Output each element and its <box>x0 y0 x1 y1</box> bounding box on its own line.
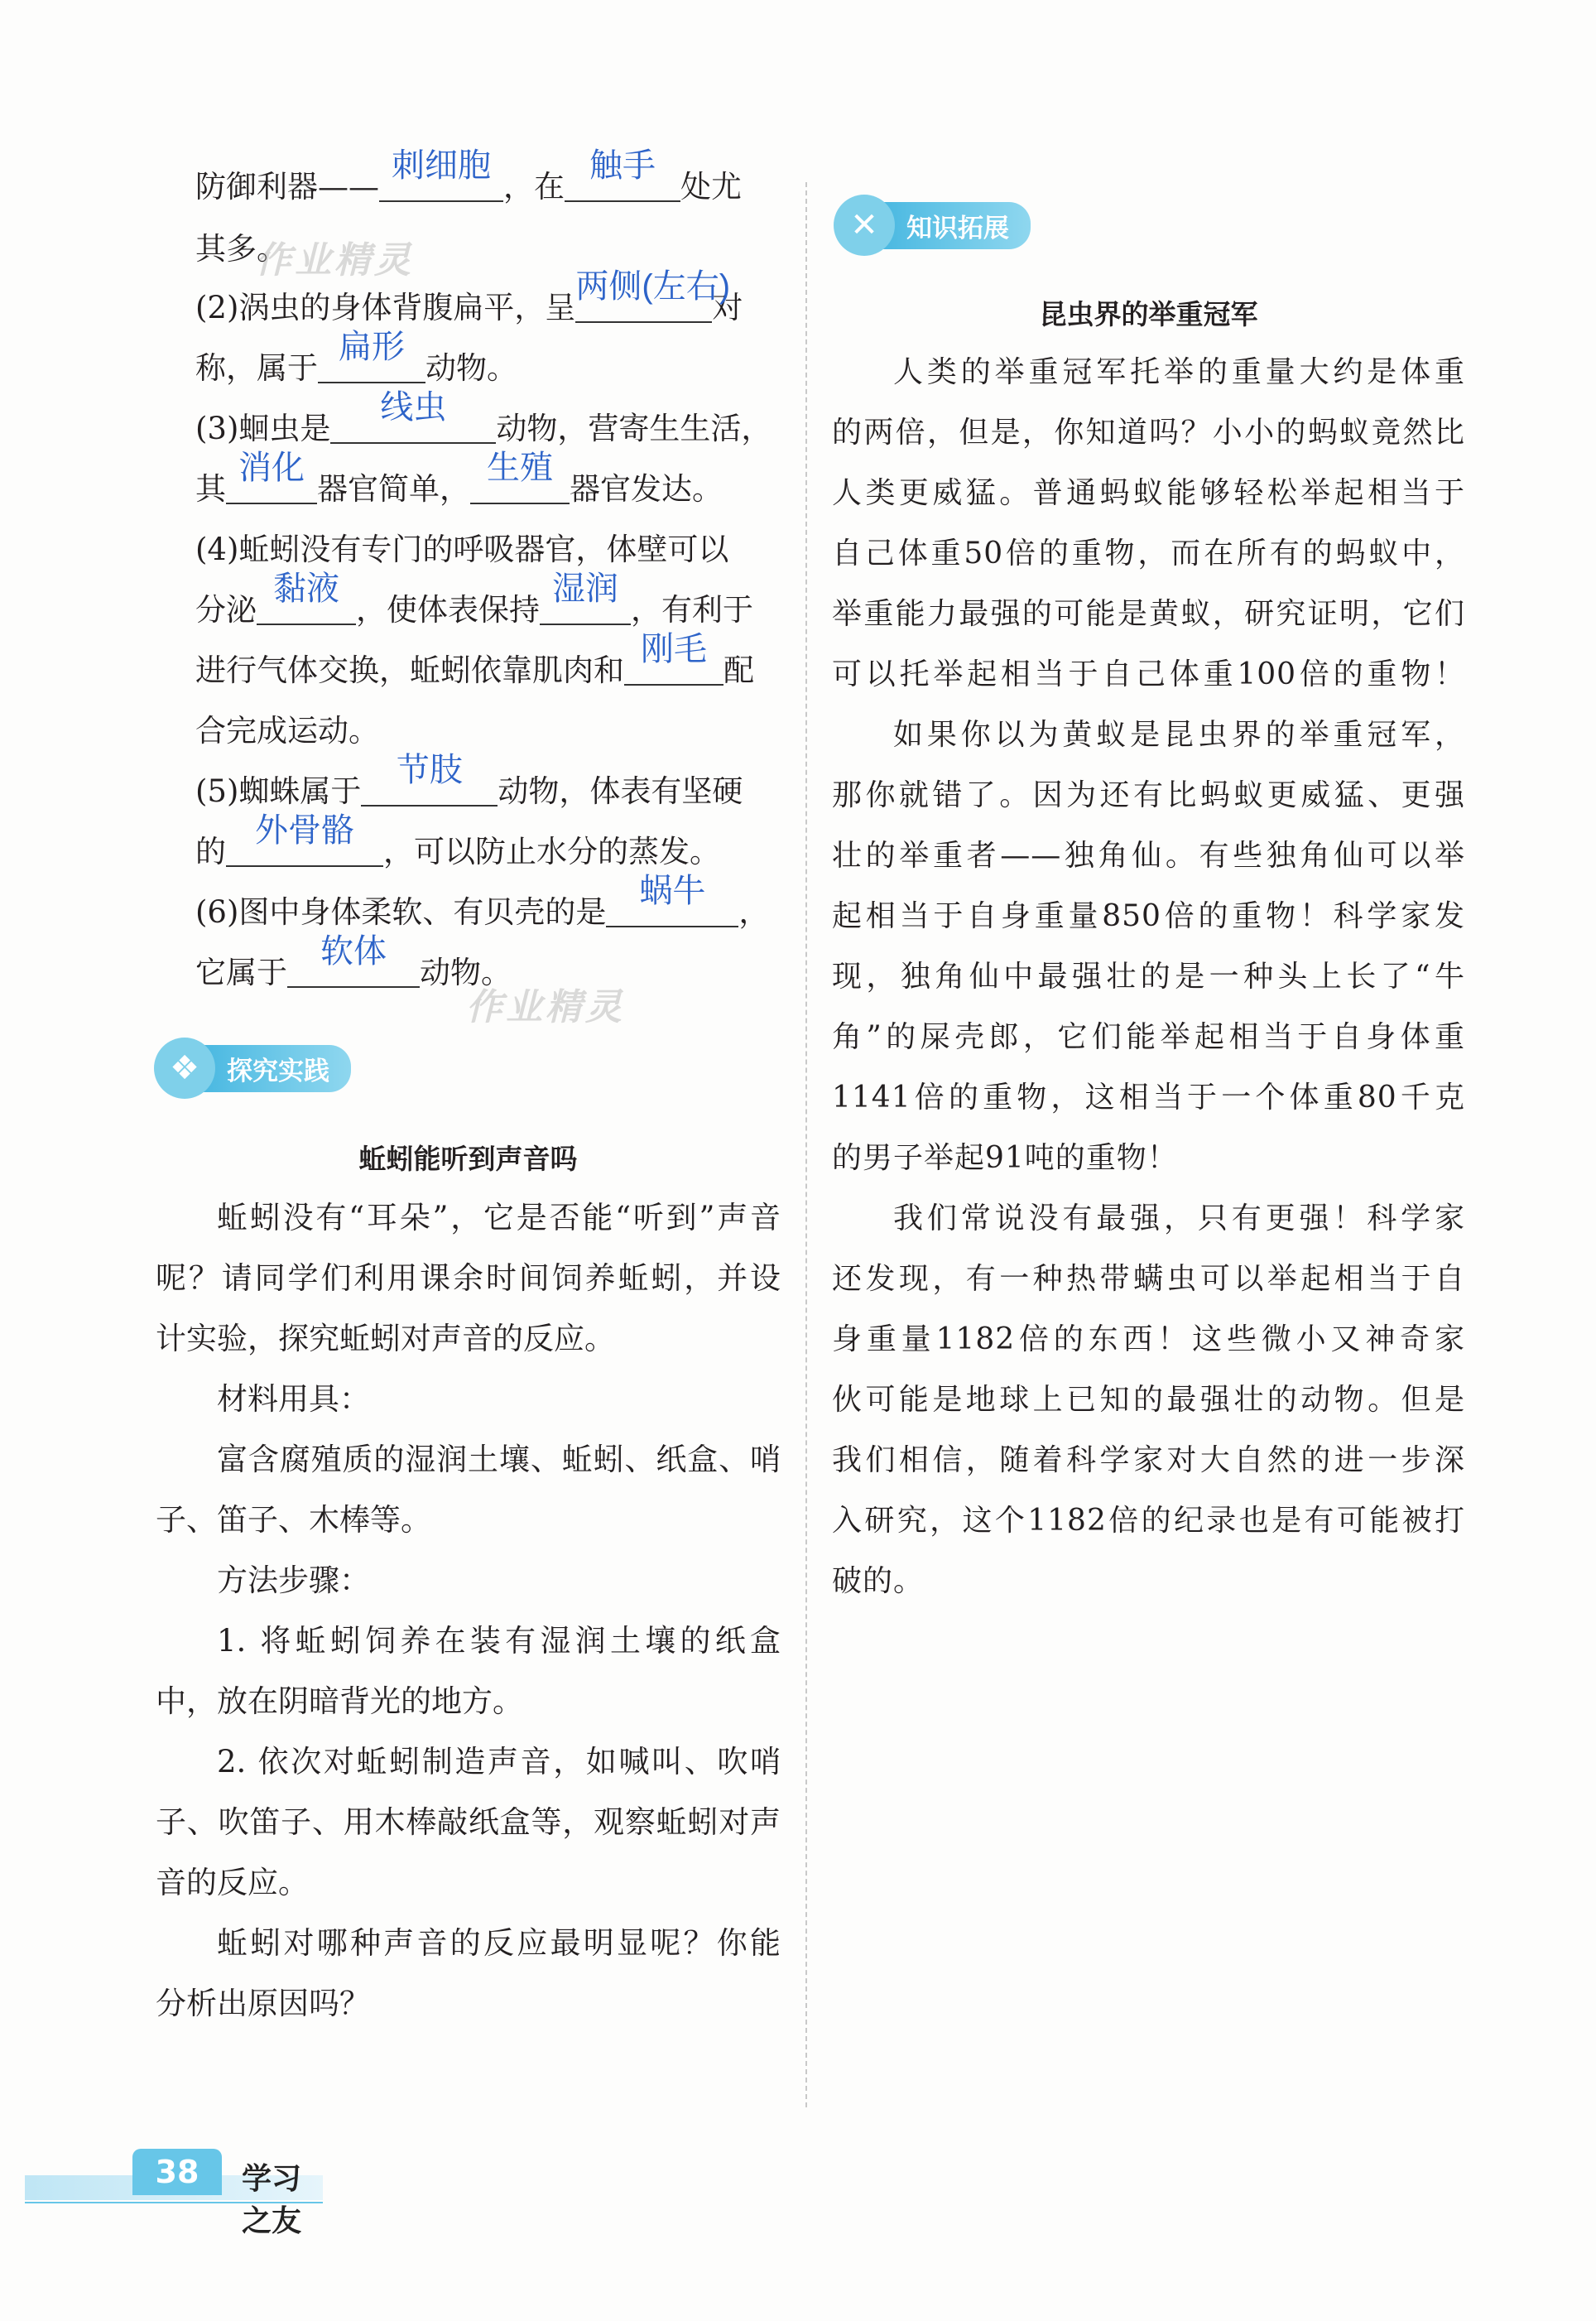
question-6-cont: 它属于 软体 动物。 <box>195 933 512 990</box>
paragraph-line: 呢？请同学们利用课余时间饲养蚯蚓，并设 <box>156 1260 781 1296</box>
paragraph-line: 那你就错了。因为还有比蚂蚁更威猛、更强 <box>832 778 1465 812</box>
close-x-icon: ✕ <box>834 195 895 256</box>
answer-blank[interactable]: 软体 <box>287 953 420 988</box>
paragraph-line: 伙可能是地球上已知的最强壮的动物。但是 <box>832 1383 1465 1417</box>
paragraph-line: 起相当于自身重量850倍的重物！科学家发 <box>832 899 1465 933</box>
question-4-cont: 合完成运动。 <box>195 713 379 749</box>
step-line: 子、吹笛子、用木棒敲纸盒等，观察蚯蚓对声 <box>156 1804 781 1840</box>
question-4-cont: 分泌 黏液 ，使体表保持 湿润 ，有利于 <box>195 571 753 628</box>
question-line: 分析出原因吗？ <box>156 1986 370 2021</box>
question-4-cont: 进行气体交换，蚯蚓依靠肌肉和 刚毛 配 <box>195 631 754 688</box>
answer-blank[interactable]: 刺细胞 <box>379 167 503 202</box>
step-line: 音的反应。 <box>156 1865 309 1900</box>
paragraph-line: 计实验，探究蚯蚓对声音的反应。 <box>156 1321 615 1356</box>
answer-blank[interactable]: 湿润 <box>540 590 631 625</box>
pattern-icon: ❖ <box>154 1038 215 1099</box>
question-5-cont: 的 外骨骼 ，可以防止水分的蒸发。 <box>195 812 720 869</box>
answer-blank[interactable]: 节肢 <box>361 772 498 807</box>
paragraph-line: 破的。 <box>832 1564 925 1598</box>
question-line: 防御利器—— 刺细胞 ，在 触手 处尤 <box>195 147 742 205</box>
paragraph-line: 的两倍，但是，你知道吗？小小的蚂蚁竟然比 <box>832 416 1465 450</box>
paragraph-line: 身重量1182倍的东西！这些微小又神奇家 <box>832 1322 1465 1356</box>
paragraph-line: 的男子举起91吨的重物！ <box>832 1141 1178 1175</box>
footer-rule <box>25 2202 323 2203</box>
paragraph-line: 我们相信，随着科学家对大自然的进一步深 <box>832 1443 1465 1477</box>
question-line: 其多。 <box>195 231 287 267</box>
paragraph-line: 还发现，有一种热带螨虫可以举起相当于自 <box>832 1262 1465 1296</box>
answer-blank[interactable]: 两侧(左右) <box>575 288 712 323</box>
paragraph-line: 人类的举重冠军托举的重量大约是体重 <box>893 355 1465 389</box>
section-title: 蚯蚓能听到声音吗 <box>358 1143 578 1175</box>
paragraph-line: 我们常说没有最强，只有更强！科学家 <box>893 1201 1465 1235</box>
section-badge-practice: ❖ 探究实践 <box>154 1045 351 1091</box>
book-name: 学习之友 <box>242 2161 302 2238</box>
paragraph-line: 自己体重50倍的重物，而在所有的蚂蚁中， <box>832 537 1465 571</box>
paragraph-line: 如果你以为黄蚁是昆虫界的举重冠军， <box>893 718 1465 752</box>
paragraph-line: 可以托举起相当于自己体重100倍的重物！ <box>832 657 1465 691</box>
section-badge-knowledge: ✕ 知识拓展 <box>834 202 1031 248</box>
answer-blank[interactable]: 扁形 <box>318 349 425 383</box>
section-title: 昆虫界的举重冠军 <box>1039 298 1258 330</box>
paragraph-line: 举重能力最强的可能是黄蚁，研究证明，它们 <box>832 597 1465 631</box>
page-number: 38 <box>132 2149 222 2195</box>
answer-blank[interactable]: 消化 <box>226 469 317 504</box>
paragraph-line: 人类更威猛。普通蚂蚁能够轻松举起相当于 <box>832 476 1465 510</box>
question-5: (5)蜘蛛属于 节肢 动物，体表有坚硬 <box>195 752 743 809</box>
question-4: (4)蚯蚓没有专门的呼吸器官，体壁可以 <box>195 532 729 567</box>
page-footer <box>25 2149 323 2238</box>
question-3-cont: 其 消化 器官简单， 生殖 器官发达。 <box>195 450 723 507</box>
question-line: 蚯蚓对哪种声音的反应最明显呢？你能 <box>217 1925 781 1961</box>
paragraph-line: 蚯蚓没有“耳朵”，它是否能“听到”声音 <box>217 1200 781 1235</box>
answer-blank[interactable]: 触手 <box>565 167 680 202</box>
paragraph-line: 角”的屎壳郎，它们能举起相当于自身体重 <box>832 1020 1465 1054</box>
answer-blank[interactable]: 生殖 <box>470 469 570 504</box>
question-2-cont: 称，属于 扁形 动物。 <box>195 329 517 386</box>
step-line: 1. 将蚯蚓饲养在装有湿润土壤的纸盒 <box>217 1623 781 1659</box>
step-line: 中，放在阴暗背光的地方。 <box>156 1683 523 1719</box>
answer-blank[interactable]: 线虫 <box>330 409 496 444</box>
paragraph-line: 富含腐殖质的湿润土壤、蚯蚓、纸盒、哨 <box>217 1442 781 1477</box>
watermark: 作业精灵 <box>255 239 414 282</box>
materials-label: 材料用具： <box>217 1381 370 1417</box>
question-2: (2)涡虫的身体背腹扁平，呈 两侧(左右) 对 <box>195 268 743 325</box>
step-line: 2. 依次对蚯蚓制造声音，如喊叫、吹哨 <box>217 1744 781 1779</box>
paragraph-line: 现，独角仙中最强壮的是一种头上长了“牛 <box>832 960 1465 994</box>
paragraph-line: 入研究，这个1182倍的纪录也是有可能被打 <box>832 1504 1465 1538</box>
paragraph-line: 1141倍的重物，这相当于一个体重80千克 <box>832 1081 1465 1115</box>
column-divider <box>805 182 807 2107</box>
answer-blank[interactable]: 外骨骼 <box>226 832 383 867</box>
answer-blank[interactable]: 刚毛 <box>624 651 723 686</box>
answer-blank[interactable]: 蜗牛 <box>606 893 738 927</box>
answer-blank[interactable]: 黏液 <box>257 590 356 625</box>
paragraph-line: 壮的举重者——独角仙。有些独角仙可以举 <box>832 839 1465 873</box>
steps-label: 方法步骤： <box>217 1563 370 1598</box>
question-6: (6)图中身体柔软、有贝壳的是 蜗牛 ， <box>195 873 770 930</box>
paragraph-line: 子、笛子、木棒等。 <box>156 1502 431 1538</box>
watermark: 作业精灵 <box>466 986 625 1028</box>
question-3: (3)蛔虫是 线虫 动物，营寄生生活， <box>195 389 772 446</box>
